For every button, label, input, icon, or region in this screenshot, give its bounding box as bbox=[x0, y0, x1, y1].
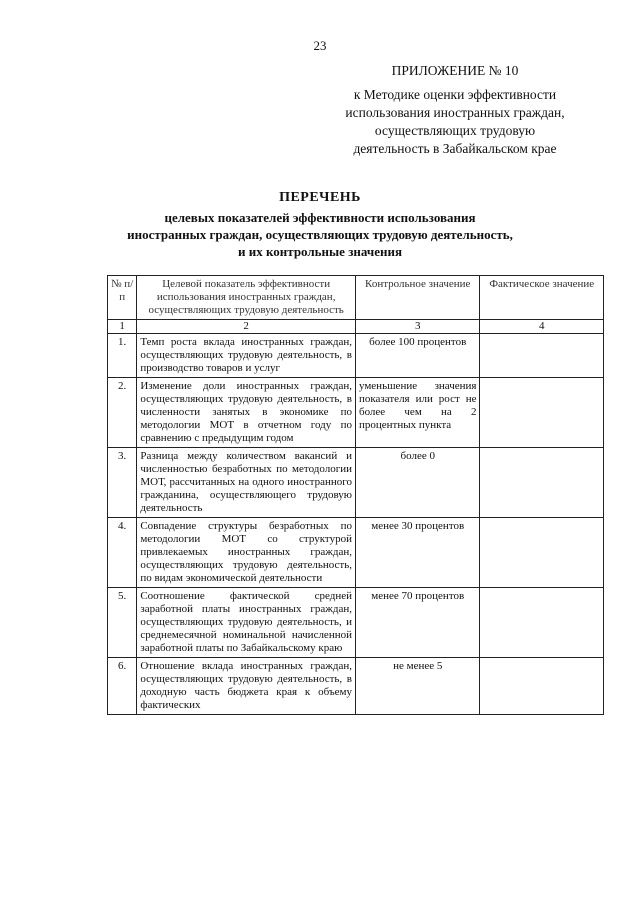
row-control-value: более 100 процентов bbox=[355, 334, 480, 378]
header-control: Контрольное значение bbox=[355, 276, 480, 320]
page-number: 23 bbox=[313, 38, 327, 53]
table-row bbox=[108, 378, 604, 448]
column-number: 2 bbox=[137, 320, 356, 334]
row-actual-value bbox=[480, 334, 604, 378]
heading-line: целевых показателей эффективности использования bbox=[164, 210, 476, 225]
row-indicator: Соотношение фактической средней заработной платы иностранных граждан, осуществляющих трудовую деятельность, и среднемесячной номинальной начисленной заработной платы по Забайкальскому краю bbox=[137, 588, 356, 658]
column-number-row bbox=[108, 320, 604, 334]
table-row bbox=[108, 334, 604, 378]
row-actual-value bbox=[480, 448, 604, 518]
row-indicator: Разница между количеством вакансий и численностью безработных по методологии МОТ, рассчитанных на одного иностранного гражданина, осуществляющего трудовую деятельность bbox=[137, 448, 356, 518]
table-row bbox=[108, 448, 604, 518]
row-actual-value bbox=[480, 378, 604, 448]
row-indicator: Темп роста вклада иностранных граждан, осуществляющих трудовую деятельность, в производство товаров и услуг bbox=[137, 334, 356, 378]
header-actual: Фактическое значение bbox=[480, 276, 604, 320]
row-actual-value bbox=[480, 588, 604, 658]
column-number: 1 bbox=[108, 320, 137, 334]
row-control-value: уменьшение значения показателя или рост не более чем на 2 процентных пункта bbox=[355, 378, 480, 448]
row-indicator: Изменение доли иностранных граждан, осуществляющих трудовую деятельность, в численности занятых в экономике по методологии МОТ в отчетном году по сравнению с предыдущим годом bbox=[137, 378, 356, 448]
row-control-value: менее 30 процентов bbox=[355, 518, 480, 588]
row-actual-value bbox=[480, 658, 604, 715]
heading-line: иностранных граждан, осуществляющих трудовую деятельность, bbox=[127, 227, 513, 242]
appendix-line: к Методике оценки эффективности bbox=[353, 87, 557, 102]
document-heading bbox=[0, 190, 640, 260]
row-indicator: Отношение вклада иностранных граждан, осуществляющих трудовую деятельность, в доходную часть бюджета края к объему фактических bbox=[137, 658, 356, 715]
row-number: 1. bbox=[108, 334, 137, 378]
row-actual-value bbox=[480, 518, 604, 588]
appendix-line: осуществляющих трудовую bbox=[374, 123, 536, 138]
row-number: 4. bbox=[108, 518, 137, 588]
row-number: 5. bbox=[108, 588, 137, 658]
heading-line: и их контрольные значения bbox=[237, 244, 403, 259]
row-number: 3. bbox=[108, 448, 137, 518]
row-number: 2. bbox=[108, 378, 137, 448]
row-control-value: менее 70 процентов bbox=[355, 588, 480, 658]
appendix-line: использования иностранных граждан, bbox=[345, 105, 565, 120]
table-row bbox=[108, 588, 604, 658]
table-row bbox=[108, 518, 604, 588]
header-indicator: Целевой показатель эффективности использования иностранных граждан, осуществляющих трудовую деятельность bbox=[137, 276, 356, 320]
row-indicator: Совпадение структуры безработных по методологии МОТ со структурой привлекаемых иностранных граждан, осуществляющих трудовую деятельность, по видам экономической деятельности bbox=[137, 518, 356, 588]
row-control-value: более 0 bbox=[355, 448, 480, 518]
column-number: 3 bbox=[355, 320, 480, 334]
table-row bbox=[108, 658, 604, 715]
row-number: 6. bbox=[108, 658, 137, 715]
appendix-title: ПРИЛОЖЕНИЕ № 10 bbox=[391, 63, 519, 78]
table-header-row bbox=[108, 276, 604, 320]
appendix-block bbox=[325, 62, 585, 158]
indicators-table bbox=[107, 275, 604, 715]
header-number: № п/п bbox=[108, 276, 137, 320]
appendix-line: деятельность в Забайкальском крае bbox=[353, 141, 557, 156]
row-control-value: не менее 5 bbox=[355, 658, 480, 715]
column-number: 4 bbox=[480, 320, 604, 334]
heading-title: ПЕРЕЧЕНЬ bbox=[279, 190, 361, 205]
